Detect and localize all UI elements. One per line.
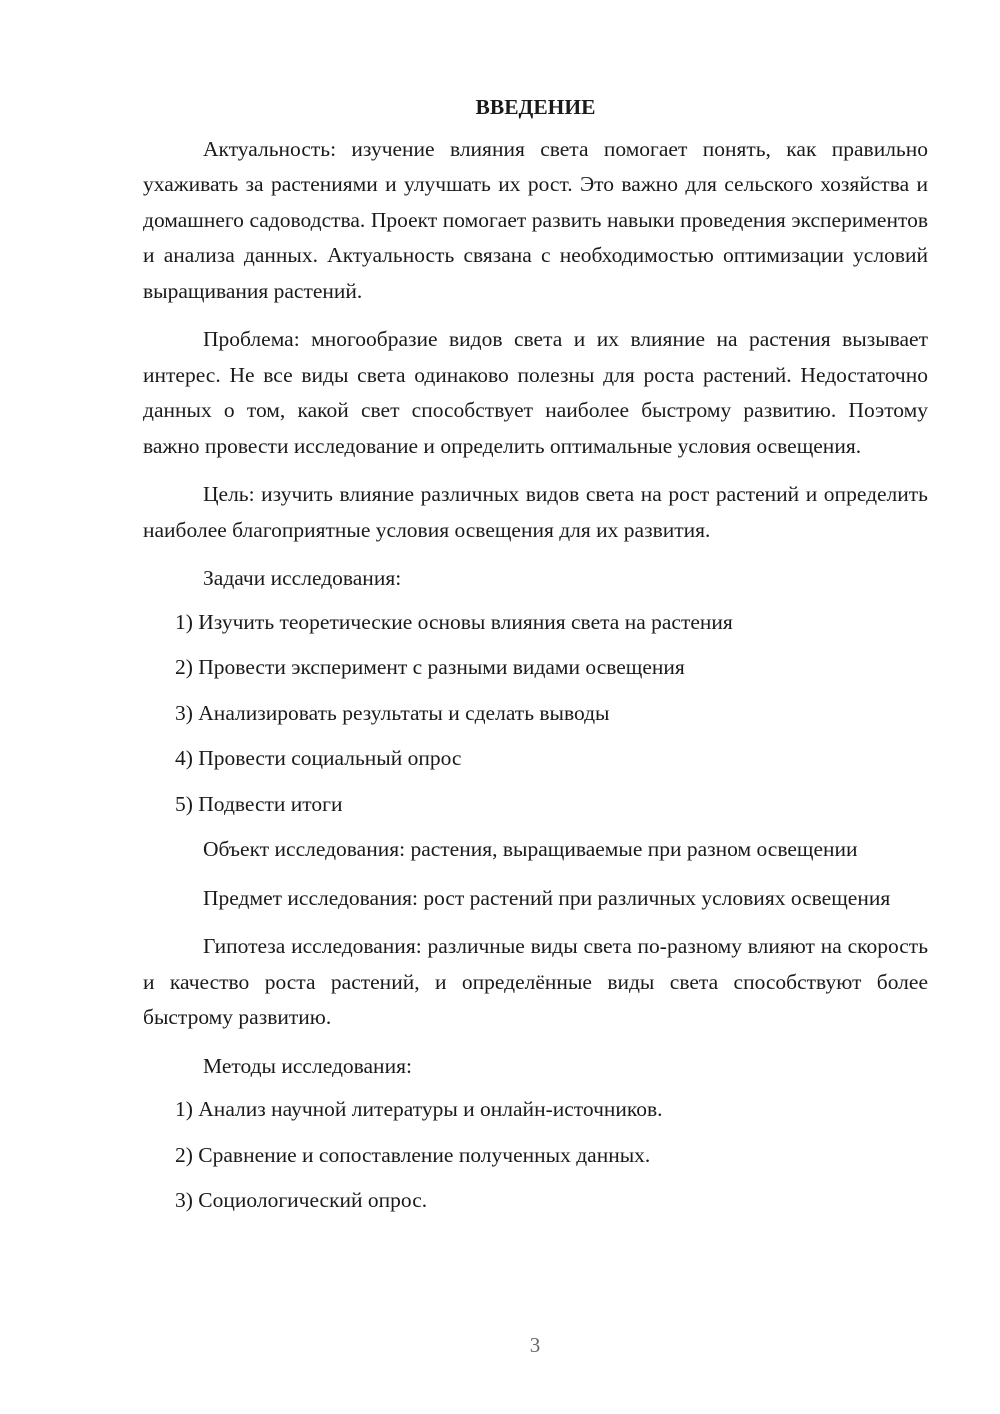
tasks-title: Задачи исследования: bbox=[203, 566, 402, 590]
goal-paragraph: Цель: изучить влияние различных видов света на рост растений и определить наиболее благоприятные условия освещения для их развития. bbox=[143, 482, 928, 542]
hypothesis-paragraph: Гипотеза исследования: различные виды света по-разному влияют на скорость и качество роста растений, и определённые виды света способствуют более быстрому развитию. bbox=[143, 934, 928, 1029]
subject-paragraph: Предмет исследования: рост растений при различных условиях освещения bbox=[203, 885, 891, 910]
task-item: 1) Изучить теоретические основы влияния света на растения bbox=[175, 609, 733, 634]
method-item: 2) Сравнение и сопоставление полученных данных. bbox=[175, 1142, 651, 1167]
task-item: 2) Провести эксперимент с разными видами освещения bbox=[175, 655, 685, 679]
methods-title: Методы исследования: bbox=[203, 1053, 412, 1078]
page-number: 3 bbox=[529, 1333, 541, 1357]
task-item: 4) Провести социальный опрос bbox=[175, 746, 462, 770]
relevance-paragraph: Актуальность: изучение влияния света помогает понять, как правильно ухаживать за растениями и улучшать их рост. Это важно для сельского хозяйства и домашнего садоводства. Проект помогает развить навыки проведения экспериментов и анализа данных. Актуальность связана с необходимостью оптимизации условий выращивания растений. bbox=[143, 136, 928, 303]
methods-list bbox=[143, 1092, 928, 1219]
problem-paragraph: Проблема: многообразие видов света и их влияние на растения вызывает интерес. Не все виды света одинаково полезны для роста растений. Недостаточно данных о том, какой свет способствует наиболее быстрому развитию. Поэтому важно провести исследование и определить оптимальные условия освещения. bbox=[143, 327, 928, 458]
page-content bbox=[143, 90, 928, 1229]
task-item: 3) Анализировать результаты и сделать выводы bbox=[175, 700, 610, 725]
method-item: 1) Анализ научной литературы и онлайн-источников. bbox=[175, 1097, 663, 1121]
tasks-list bbox=[143, 605, 928, 823]
task-item: 5) Подвести итоги bbox=[175, 791, 343, 816]
method-item: 3) Социологический опрос. bbox=[175, 1188, 428, 1212]
section-heading: ВВЕДЕНИЕ bbox=[475, 95, 596, 119]
object-paragraph: Объект исследования: растения, выращиваемые при разном освещении bbox=[203, 837, 858, 861]
